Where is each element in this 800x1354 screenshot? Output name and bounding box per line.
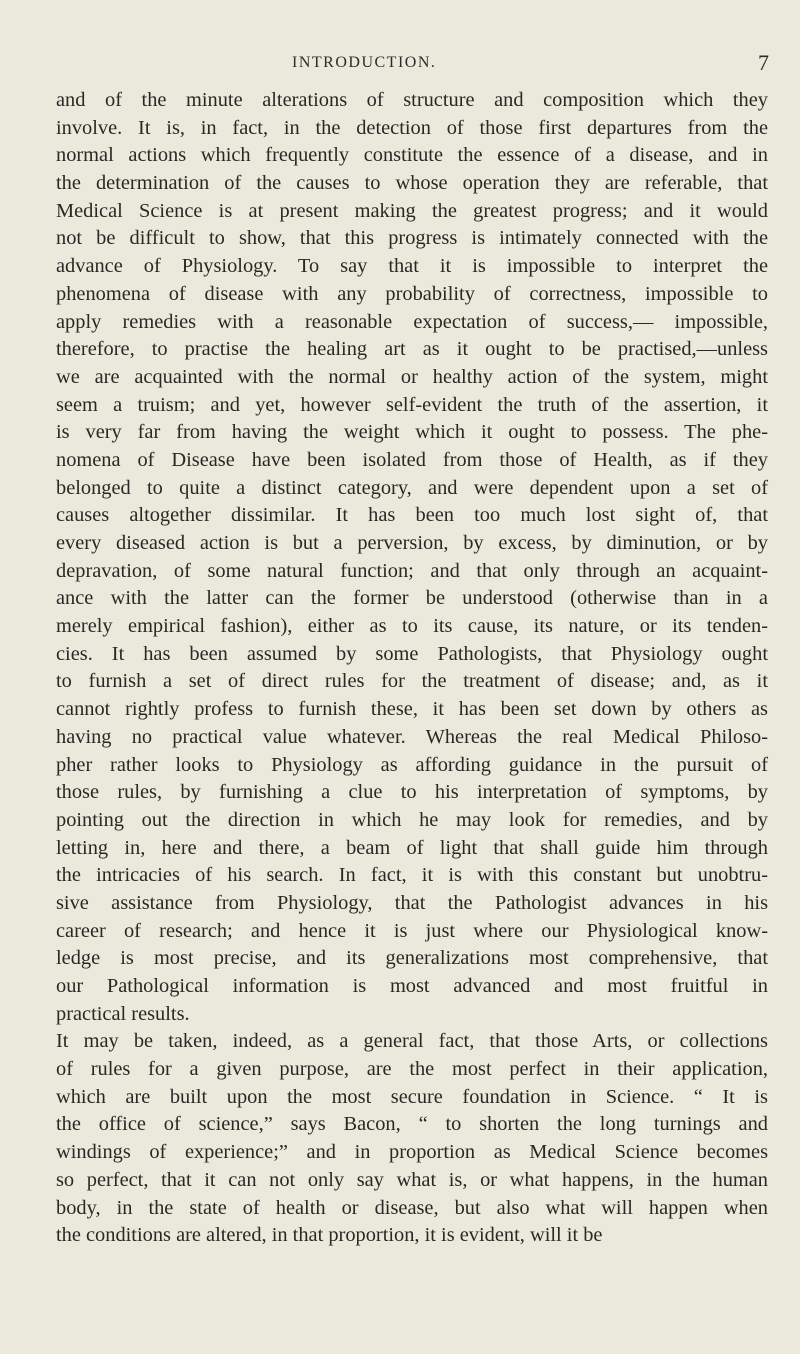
paragraph-2 [56,1028,768,1250]
text-line: which are built upon the most secure foundation in Science. “ It is [56,1085,768,1108]
text-line: seem a truism; and yet, however self-evident the truth of the assertion, it [56,393,768,416]
text-line: advance of Physiology. To say that it is impossible to interpret the [56,255,768,278]
text-line: merely empirical fashion), either as to its cause, its nature, or its tenden- [56,615,768,638]
text-line: ledge is most precise, and its generalizations most comprehensive, that [56,947,768,970]
text-line: phenomena of disease with any probability of correctness, impossible to [56,282,768,305]
text-line: career of research; and hence it is just where our Physiological know- [56,919,768,942]
text-line: practical results. [56,1002,190,1025]
text-line: the intricacies of his search. In fact, it is with this constant but unobtru- [56,864,768,887]
text-line: pher rather looks to Physiology as affording guidance in the pursuit of [56,753,768,776]
text-line: It may be taken, indeed, as a general fact, that those Arts, or collections [56,1030,768,1053]
text-line: and of the minute alterations of structure and composition which they [56,89,768,111]
text-line: apply remedies with a reasonable expectation of success,— impossible, [56,310,768,333]
text-line: pointing out the direction in which he may look for remedies, and by [56,808,768,831]
text-line: those rules, by furnishing a clue to his interpretation of symptoms, by [56,781,768,804]
text-line: we are acquainted with the normal or healthy action of the system, might [56,365,768,388]
text-line: sive assistance from Physiology, that the Pathologist advances in his [56,891,768,914]
text-line: the determination of the causes to whose operation they are referable, that [56,172,768,195]
text-line: involve. It is, in fact, in the detection of those first departures from the [56,116,768,139]
text-line: to furnish a set of direct rules for the treatment of disease; and, as it [56,670,768,693]
text-line: depravation, of some natural function; and that only through an acquaint- [56,559,768,582]
text-line: causes altogether dissimilar. It has been too much lost sight of, that [56,504,768,527]
text-line: letting in, here and there, a beam of light that shall guide him through [56,836,768,859]
text-line: is very far from having the weight which it ought to possess. The phe- [56,421,768,444]
text-line: so perfect, that it can not only say what is, or what happens, in the human [56,1168,768,1191]
text-line: belonged to quite a distinct category, and were dependent upon a set of [56,476,768,499]
text-line: windings of experience;” and in proportion as Medical Science becomes [56,1141,768,1164]
text-line: cies. It has been assumed by some Pathologists, that Physiology ought [56,642,768,665]
text-line: body, in the state of health or disease, but also what will happen when [56,1196,768,1219]
text-line: having no practical value whatever. Whereas the real Medical Philoso- [56,725,768,748]
paragraph-1 [56,87,768,1028]
text-line: the office of science,” says Bacon, “ to shorten the long turnings and [56,1113,768,1136]
text-line: ance with the latter can the former be understood (otherwise than in a [56,587,768,610]
text-line: cannot rightly profess to furnish these, it has been set down by others as [56,698,768,721]
running-title: INTRODUCTION. [292,54,437,71]
text-line: the conditions are altered, in that proportion, it is evident, will it be [56,1224,603,1247]
running-head [0,50,800,78]
text-line: nomena of Disease have been isolated from those of Health, as if they [56,448,768,471]
text-line: therefore, to practise the healing art as it ought to be practised,—unless [56,338,768,361]
page-number: 7 [758,50,769,75]
text-line: Medical Science is at present making the greatest progress; and it would [56,199,768,222]
text-line: our Pathological information is most advanced and most fruitful in [56,975,768,997]
text-line: not be difficult to show, that this progress is intimately connected with the [56,227,768,250]
text-line: every diseased action is but a perversion, by excess, by diminution, or by [56,532,768,554]
text-line: normal actions which frequently constitute the essence of a disease, and in [56,144,768,167]
body-text [56,87,768,1250]
text-line: of rules for a given purpose, are the most perfect in their application, [56,1058,768,1081]
